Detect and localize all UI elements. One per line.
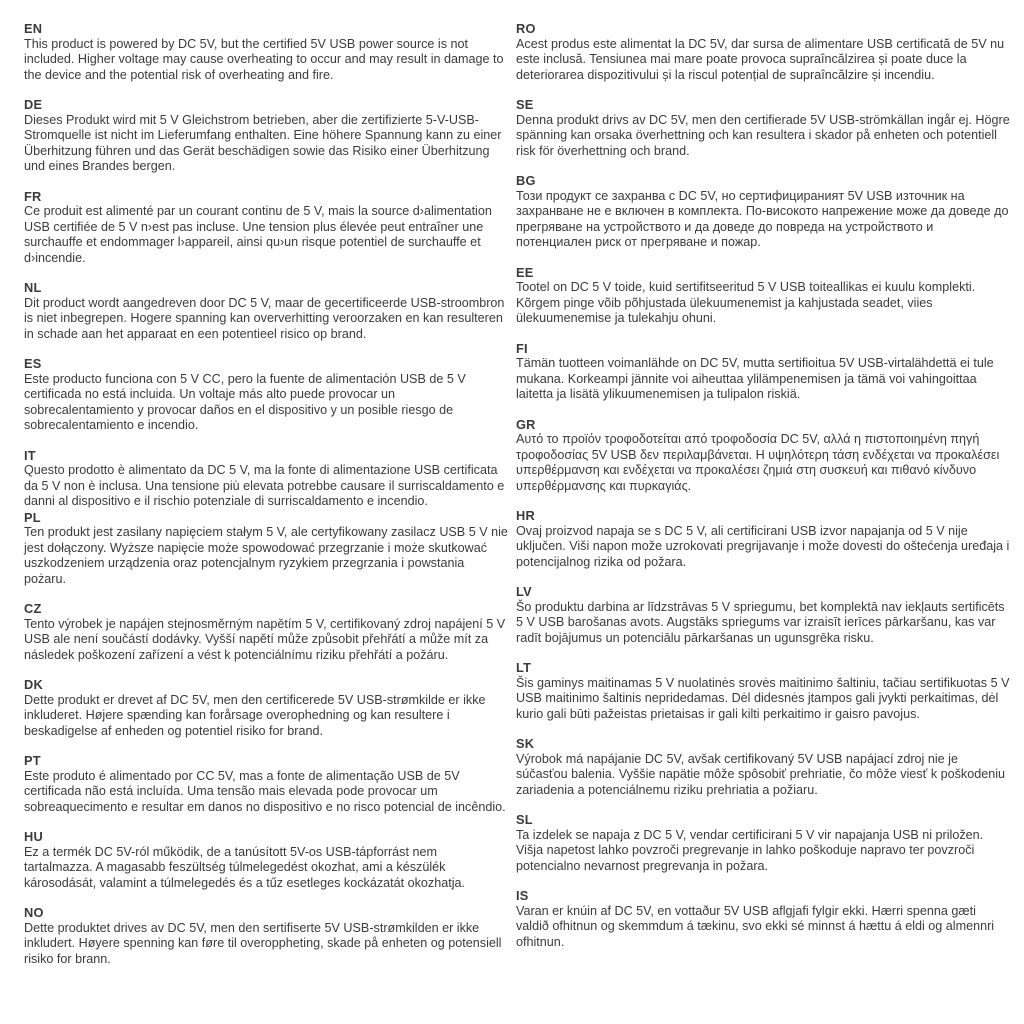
language-code-label: DE bbox=[24, 97, 43, 112]
safety-notice-text: Questo prodotto è alimentato da DC 5 V, ma la fonte di alimentazione USB certificata da 5 V non è inclusa. Una tensione più elevata potrebbe causare il surriscaldamento e danni al dispositivo e il rischio potenziale di surriscaldamento e incendio. bbox=[24, 463, 505, 508]
language-code-label: GR bbox=[516, 416, 536, 432]
lang-section-lt bbox=[516, 660, 1010, 722]
lang-section-ee bbox=[516, 265, 1010, 327]
lang-section-it bbox=[24, 448, 508, 510]
language-code-label: FR bbox=[24, 188, 42, 204]
lang-section-ro bbox=[516, 21, 1010, 83]
language-code-label: HR bbox=[516, 508, 535, 523]
safety-notice-text: Ez a termék DC 5V-ról működik, de a tanúsított 5V-os USB-tápforrást nem tartalmazza. A magasabb feszültség túlmelegedést okozhat, ami a készülék károsodását, valamint a túlmelegedés és a tűz esetleges kockázatát okozhatja. bbox=[24, 844, 466, 890]
safety-notice-text: Este producto funciona con 5 V CC, pero la fuente de alimentación USB de 5 V certificada no está incluida. Un voltaje más alto puede provocar un sobrecalentamiento y provocar daños en el dispositivo y un posible riesgo de sobrecalentamiento e incendio. bbox=[24, 371, 466, 432]
language-code-label: ES bbox=[24, 356, 42, 371]
language-code-label: FI bbox=[516, 340, 528, 356]
language-code-label: HU bbox=[24, 829, 43, 844]
safety-notice-text: Acest produs este alimentat la DC 5V, dar sursa de alimentare USB certificată de 5V nu este inclusă. Tensiunea mai mare poate provoca supraîncălzirea și poate duce la deteriorarea dispozitivului și la riscul potențial de supraîncălzire și incendiu. bbox=[516, 36, 1005, 82]
lang-section-pl bbox=[24, 510, 508, 588]
safety-notice-text: Tämän tuotteen voimanlähde on DC 5V, mutta sertifioitua 5V USB-virtalähdettä ei tule mukana. Korkeampi jännite voi aiheuttaa ylilämpenemisen ja tämä voi vahingoittaa laitetta ja lisätä ylikuumenemisen ja tulipalon riskiä. bbox=[516, 356, 994, 401]
left-column bbox=[24, 21, 508, 1024]
lang-section-fi bbox=[516, 341, 1010, 403]
lang-section-bg bbox=[516, 173, 1010, 251]
lang-section-no bbox=[24, 905, 508, 967]
safety-notice-text: Denna produkt drivs av DC 5V, men den certifierade 5V USB-strömkällan ingår ej. Högre spänning kan orsaka överhettning och kan resultera i skador på enheten och potentiell risk för överhettning och brand. bbox=[516, 112, 1010, 158]
language-code-label: IT bbox=[24, 447, 36, 463]
lang-section-fr bbox=[24, 189, 508, 267]
safety-notice-text: Ce produit est alimenté par un courant continu de 5 V, mais la source d›alimentation USB certifiée de 5 V n›est pas incluse. Une tension plus élevée peut entraîner une surchauffe et endommager l›appareil, ainsi qu›un risque potentiel de surchauffe et d›incendie. bbox=[24, 204, 492, 265]
safety-notice-text: Този продукт се захранва с DC 5V, но сертифицираният 5V USB източник на захранване не е включен в комплекта. По-високото напрежение може да доведе до прегряване на устройството и да доведе до повреда на устройството и потенциален риск от прегряване и пожар. bbox=[516, 188, 1009, 249]
lang-section-en bbox=[24, 21, 508, 83]
lang-section-nl bbox=[24, 280, 508, 342]
language-code-label: LT bbox=[516, 660, 532, 675]
language-code-label: SL bbox=[516, 812, 533, 827]
right-column bbox=[516, 21, 1010, 1024]
language-code-label: EN bbox=[24, 21, 43, 36]
lang-section-gr bbox=[516, 417, 1010, 495]
safety-notice-text: This product is powered by DC 5V, but the certified 5V USB power source is not included. Higher voltage may cause overheating to occur and may result in damage to the device and the potential risk of overheating and fire. bbox=[24, 36, 504, 82]
safety-notice-text: Este produto é alimentado por CC 5V, mas a fonte de alimentação USB de 5V certificada não está incluída. Uma tensão mais elevada pode provocar um sobreaquecimento e resultar em danos no dispositivo e no risco potencial de incêndio. bbox=[24, 768, 506, 814]
safety-notice-text: Šo produktu darbina ar līdzstrāvas 5 V spriegumu, bet komplektā nav iekļauts sertificēts 5 V USB barošanas avots. Augstāks spriegums var izraisīt ierīces pārkaršanu, kas var radīt bojājumus un potenciālu pārkaršanas un ugunsgrēka risku. bbox=[516, 599, 1005, 645]
safety-notice-text: Ta izdelek se napaja z DC 5 V, vendar certificirani 5 V vir napajanja USB ni priložen. Višja napetost lahko povzroči pregrevanje in lahko poškoduje napravo ter povzroči potencialno nevarnost pregrevanja in požara. bbox=[516, 827, 984, 873]
lang-section-hu bbox=[24, 829, 508, 891]
language-code-label: SK bbox=[516, 736, 535, 751]
lang-section-sk bbox=[516, 736, 1010, 798]
language-code-label: DK bbox=[24, 677, 43, 692]
safety-notice-text: Ovaj proizvod napaja se s DC 5 V, ali certificirani USB izvor napajanja od 5 V nije uključen. Viši napon može uzrokovati pregrijavanje i može dovesti do oštećenja uređaja i potencijalnog rizika od požara. bbox=[516, 523, 1010, 569]
language-code-label: IS bbox=[516, 888, 529, 903]
safety-notice-text: Dieses Produkt wird mit 5 V Gleichstrom betrieben, aber die zertifizierte 5-V-USB-Stromquelle ist nicht im Lieferumfang enthalten. Eine höhere Spannung kann zu einer Überhitzung führen und das Gerät beschädigen sowie das Risiko einer Überhitzung und eines Brandes bergen. bbox=[24, 112, 502, 173]
language-code-label: SE bbox=[516, 97, 534, 112]
lang-section-dk bbox=[24, 677, 508, 739]
lang-section-hr bbox=[516, 508, 1010, 570]
safety-notice-text: Dette produktet drives av DC 5V, men den sertifiserte 5V USB-strømkilden er ikke inkludert. Høyere spenning kan føre til overoppheting, skade på enheten og potensiell risiko for brann. bbox=[24, 920, 502, 966]
language-code-label: NO bbox=[24, 905, 44, 920]
safety-notice-text: Ten produkt jest zasilany napięciem stałym 5 V, ale certyfikowany zasilacz USB 5 V nie jest dołączony. Wyższe napięcie może spowodować przegrzanie i może skutkować uszkodzeniem urządzenia oraz potencjalnym ryzykiem przegrzania i powstania pożaru. bbox=[24, 525, 508, 586]
safety-notice-text: Dit product wordt aangedreven door DC 5 V, maar de gecertificeerde USB-stroombron is niet inbegrepen. Hogere spanning kan oververhitting veroorzaken en kan resulteren in schade aan het apparaat en een potentieel risico op brand. bbox=[24, 295, 505, 341]
safety-notice-text: Šis gaminys maitinamas 5 V nuolatinės srovės maitinimo šaltiniu, tačiau sertifikuotas 5 V USB maitinimo šaltinis nepridedamas. Dėl didesnės jtampos gali jvykti perkaitimas, dėl kurio gali būti pažeistas prietaisas ir gali kilti perkaitimo ir gaisro pavojus. bbox=[516, 675, 1010, 721]
language-code-label: EE bbox=[516, 264, 534, 280]
lang-section-se bbox=[516, 97, 1010, 159]
language-code-label: PL bbox=[24, 509, 41, 525]
language-code-label: CZ bbox=[24, 601, 42, 616]
safety-notice-text: Dette produkt er drevet af DC 5V, men den certificerede 5V USB-strømkilde er ikke inkluderet. Højere spænding kan forårsage overophedning og kan resultere i beskadigelse af enheden og potentiel risiko for brand. bbox=[24, 692, 486, 738]
language-code-label: NL bbox=[24, 280, 42, 295]
language-code-label: BG bbox=[516, 173, 536, 188]
safety-notice-text: Αυτό το προϊόν τροφοδοτείται από τροφοδοσία DC 5V, αλλά η πιστοποιημένη πηγή τροφοδοσίας 5V USB δεν περιλαμβάνεται. Η υψηλότερη τάση ενδέχεται να προκαλέσει υπερθέρμανση και ενδέχεται να προκαλέσει ζημιά στη συσκευή και πιθανό κίνδυνο υπερθέρμανσης και πυρκαγιάς. bbox=[516, 432, 1000, 493]
language-code-label: RO bbox=[516, 21, 536, 36]
lang-section-lv bbox=[516, 584, 1010, 646]
lang-section-pt bbox=[24, 753, 508, 815]
safety-notice-text: Varan er knúin af DC 5V, en vottaður 5V USB aflgjafi fylgir ekki. Hærri spenna gæti valdið ofhitnun og skemmdum á tækinu, svo ekki sé minnst á hættu á eldi og almennri ofhitnun. bbox=[516, 903, 995, 949]
safety-notice-text: Tento výrobek je napájen stejnosměrným napětím 5 V, certifikovaný zdroj napájení 5 V USB ale není součástí dodávky. Vyšší napětí může způsobit přehřátí a může mít za následek poškození zařízení a vést k potenciálnímu riziku přehřátí a požáru. bbox=[24, 616, 506, 662]
lang-section-sl bbox=[516, 812, 1010, 874]
lang-section-is bbox=[516, 888, 1010, 950]
safety-notice-text: Tootel on DC 5 V toide, kuid sertifitseeritud 5 V USB toiteallikas ei kuulu komplekti. Kõrgem pinge võib põhjustada ülekuumenemist ja kahjustada seadet, viies ülekuumenemise ja tulekahju ohuni. bbox=[516, 280, 976, 325]
lang-section-de bbox=[24, 97, 508, 175]
safety-notice-text: Výrobok má napájanie DC 5V, avšak certifikovaný 5V USB napájací zdroj nie je súčasťou balenia. Vyššie napätie môže spôsobiť prehriatie, čo môže viesť k poškodeniu zariadenia a potenciálnemu riziku prehriatia a požiaru. bbox=[516, 751, 1006, 797]
lang-section-es bbox=[24, 356, 508, 434]
language-code-label: LV bbox=[516, 584, 532, 599]
lang-section-cz bbox=[24, 601, 508, 663]
language-code-label: PT bbox=[24, 753, 41, 768]
